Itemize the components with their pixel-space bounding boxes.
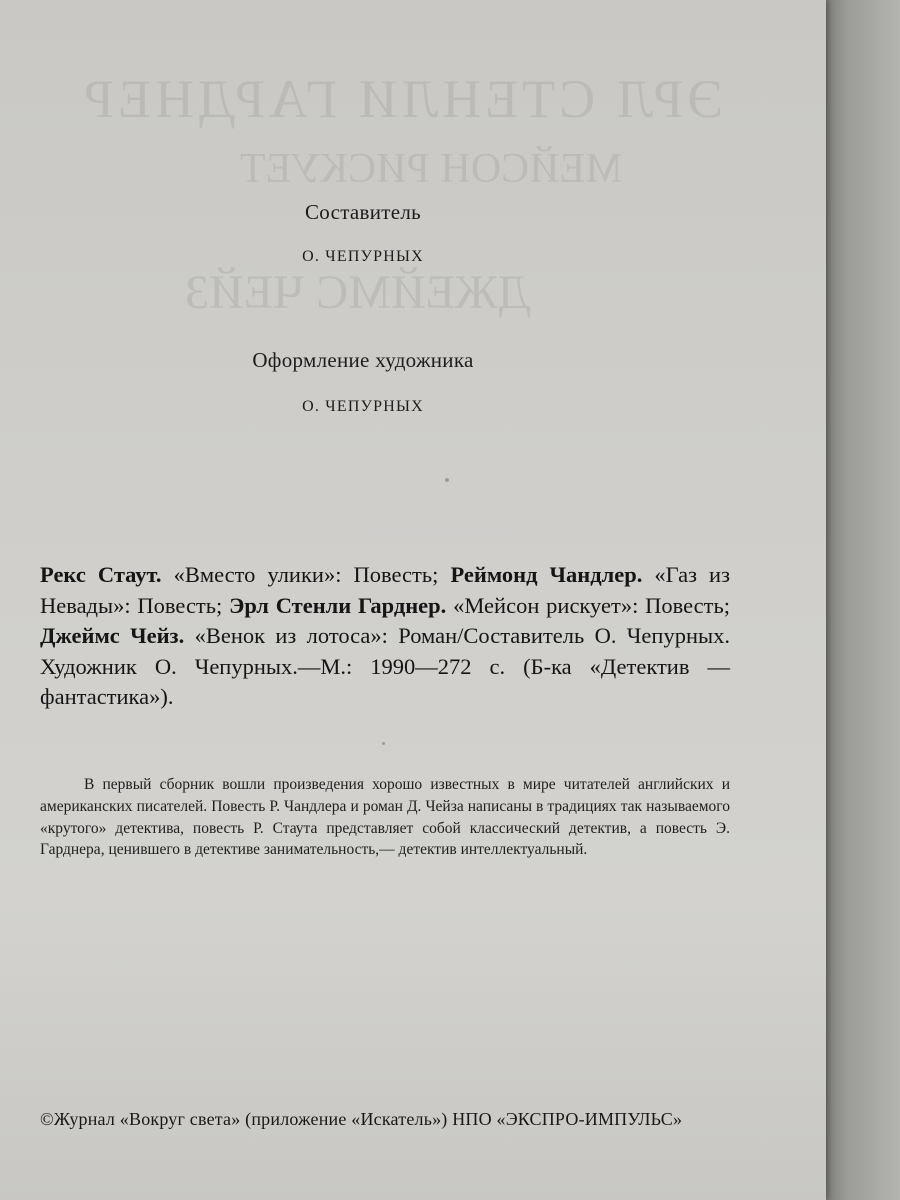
paper-speck [382, 742, 385, 745]
designer-name: О. ЧЕПУРНЫХ [302, 398, 424, 415]
work-title-and-imprint: «Венок из лотоса»: Роман/Составитель О. Чепурных. Художник О. Чепурных.—М.: 1990—272 с. (Б-ка «Детектив — фантастика»). [40, 623, 730, 710]
adjacent-page-edge [826, 0, 900, 1200]
bleed-through-ghost-text: ЭРЛ СТЕНЛИ ГАРДНЕР [80, 69, 724, 129]
work-title: «Мейсон рискует»: Повесть; [446, 592, 730, 618]
author-name: Реймонд Чандлер. [450, 562, 643, 587]
bibliographic-description [40, 560, 730, 713]
author-name: Рекс Стаут. [40, 562, 162, 587]
paper-speck [445, 478, 449, 482]
compiler-name: О. ЧЕПУРНЫХ [302, 248, 424, 265]
copyright-line: ©Журнал «Вокруг света» (приложение «Искатель») НПО «ЭКСПРО-ИМПУЛЬС» [40, 1109, 683, 1129]
bleed-through-ghost-text: МЕЙСОН РИСКУЕТ [240, 146, 623, 192]
designer-role: Оформление художника [252, 348, 474, 372]
author-name: Эрл Стенли Гарднер. [229, 592, 447, 618]
compiler-role: Составитель [304, 200, 422, 224]
work-title: «Вместо улики»: Повесть; [161, 562, 451, 587]
annotation-paragraph: В первый сборник вошли произведения хорошо известных в мире читателей английских и американских писателей. Повесть Р. Чандлера и роман Д. Чейза написаны в традициях так называемого «крутого» детектива, повесть Р. Стаута представляет собой классический детектив, а повесть Э. Гарднера, ценившего в детективе занимательность,— детектив интеллектуальный. [40, 776, 730, 859]
author-name: Джеймс Чейз. [40, 623, 185, 649]
work-title: «Газ из Невады»: Повесть; [40, 562, 730, 618]
bleed-through-ghost-text: ДЖЕЙМС ЧЕЙЗ [185, 266, 531, 319]
